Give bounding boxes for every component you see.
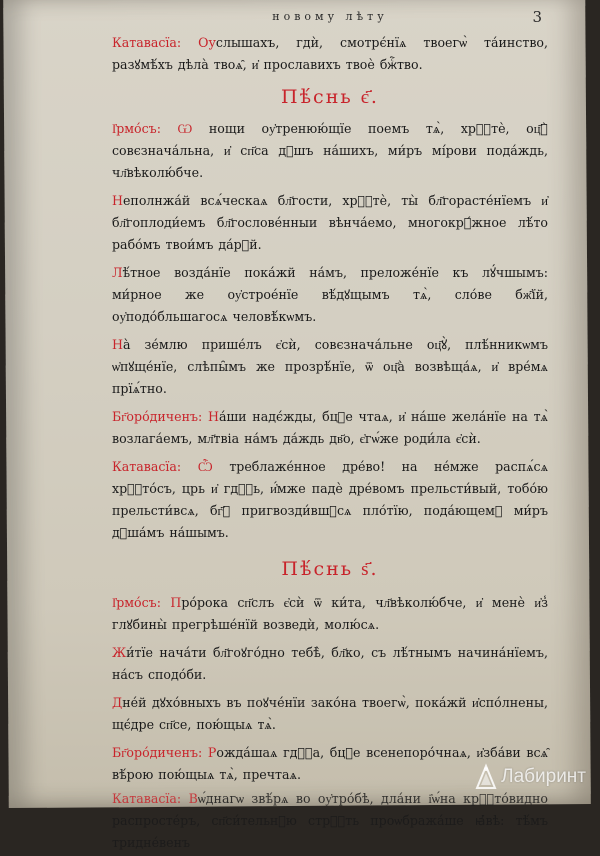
katavasia-paragraph [112, 456, 548, 544]
katavasia-paragraph [112, 32, 548, 76]
paragraph-text: а́ши надє́жды, бцⷣе чтаѧ, и҆ на́ше жела́нїе на тѧ̀ возлага́емъ, мл҃твіа на́мъ да́ждь дв҃о, є҆гѡ́же роди́ла є҆сѝ. [112, 409, 548, 446]
initial-letter: Н [207, 409, 219, 424]
theotokion-paragraph [112, 406, 548, 450]
paragraph-text: ѡ́днагѡ звѣ́рѧ во оу҆тро́бѣ, дла́ни і҆ѡ́на крⷭ҇то́видно распросте́ръ, сп҃си́тельнꙋю стрⷭ҇ть проѡбража́ше ꙗ҆́вѣ: тѣ́мъ тридне́венъ [112, 791, 548, 850]
irmos-paragraph [112, 118, 548, 184]
rubric-label: Бг҃оро́диченъ: [112, 745, 208, 760]
page-number: 3 [532, 8, 542, 26]
initial-letter: В [188, 791, 198, 806]
running-head [112, 10, 548, 32]
rubric-label: Катавасїа: [112, 35, 199, 50]
paragraph-text: не́й дꙋхо́вныхъ въ поꙋче́нїи зако́на твоегѡ̀, пока́жй и҆спо́лнены, щє́дре сп҃се, пою́щыѧ тѧ̀. [112, 695, 548, 732]
initial-letter: Л [112, 265, 123, 280]
paragraph-text: и́тїе нача́ти бл҃гоꙋго́дно тебѣ̀, бл҃ко, съ лѣ́тнымъ начина́нїемъ, на́съ сподо́би. [112, 645, 548, 682]
paragraph-text: ѣ́тное возда́нїе пока́жй на́мъ, преложе́нїе къ лꙋ́чшымъ: ми́рное же оу҆строе́нїе вѣ́дꙋщымъ тѧ̀, сло́ве бж҃їй, оу҆подо́бльшагосѧ человѣ́кѡмъ. [112, 265, 548, 324]
rubric-label: І҆рмо́съ: [112, 121, 178, 136]
paragraph-text: еполнжа́й всѧ́ческаѧ бл҃гости, хрⷭ҇тѐ, ты̀ бл҃горасте́нїемъ и҆ бл҃гоплоди́емъ бл҃гослове́нныи вѣнча́емо, многокрꙋ́жное лѣ́то рабо́мъ твои́мъ да́рꙋй. [112, 193, 548, 252]
initial-letter: Ѽ [197, 459, 213, 474]
troparion-paragraph [112, 190, 548, 256]
initial-letter: Ж [112, 645, 127, 660]
initial-letter: Н [112, 337, 123, 352]
rubric-label: Катавасїа: [112, 791, 189, 806]
troparion-paragraph [112, 642, 548, 686]
initial-letter: Н [112, 193, 123, 208]
initial-letter: Д [112, 695, 123, 710]
ode-heading: Пѣ́снь ѕ҃. [281, 558, 379, 580]
paragraph-text: треблаже́нное дре́во! на не́мже распѧ́сѧ хрⷭ҇то́съ, црь и҆ гдⷭ҇ь, и҆́мже падѐ дре́вомъ прельсти́вый, тобо́ю прельсти́всѧ, бг҃ꙋ пригвозди́вшꙋсѧ пло́тїю, пода́ющемꙋ ми́ръ дꙋша́мъ на́шымъ. [112, 459, 548, 540]
paragraph-text: нощи оу҆тренюю́щїе поемъ тѧ̀, хрⷭ҇тѐ, оц҃ꙋ̀ совєзнача́льна, и҆ сп҃са дꙋшъ на́шихъ, ми́ръ мі́рови пода́ждь, чл҃вѣколю́бче. [112, 121, 548, 180]
troparion-paragraph [112, 334, 548, 400]
labyrinth-logo-icon [475, 764, 497, 790]
rubric-label: Бг҃оро́диченъ: [112, 409, 208, 424]
katavasia-paragraph [112, 788, 548, 854]
paragraph-text: ро́рока сп҃слъ є҆сѝ ѿ ки́та, чл҃вѣколю́бче, и҆ менѐ и҆з̾ глꙋбины̀ прегрѣше́нїй возведѝ, молю́сѧ. [112, 595, 548, 632]
running-head-title: новому лѣту [272, 10, 388, 23]
paragraph-text: а̀ зе́млю прише́лъ є҆сѝ, совєзнача́льне оц҃ꙋ̀, плѣ́нникѡмъ ѡ҆пꙋще́нїе, слѣпы̑мъ же прозрѣ́нїе, ѿ оц҃а̀ возвѣща́ѧ, и҆ вре́мѧ прїѧ́тно. [112, 337, 548, 396]
initial-letter: Ѡ [177, 121, 193, 136]
troparion-paragraph [112, 692, 548, 736]
rubric-label: Катавасїа: [112, 459, 198, 474]
watermark-text: Лабиринт [501, 766, 586, 787]
paragraph-text: ожда́шаѧ гдⷭ҇а, бцⷣе всенепоро́чнаѧ, и҆зба́ви всѧ̑ вѣ́рою пою́щыѧ тѧ̀, пречтаѧ. [112, 745, 548, 782]
initial-letter: П [170, 595, 182, 610]
troparion-paragraph [112, 262, 548, 328]
page-text-block [112, 0, 548, 856]
rubric-label: І҆рмо́съ: [112, 595, 171, 610]
ode-heading: Пѣ́снь є҃. [281, 86, 379, 108]
initial-letter: Оу [198, 35, 216, 50]
labirint-watermark [475, 764, 586, 790]
initial-letter: Р [207, 745, 217, 760]
paragraph-text: слышахъ, гдѝ, смотрє́нїѧ твоегѡ̀ та́инство, разꙋмѣ́хъ дѣла̀ твоѧ̑, и҆ прославихъ твоѐ бжⷭ҇тво. [112, 35, 548, 72]
irmos-paragraph [112, 592, 548, 636]
